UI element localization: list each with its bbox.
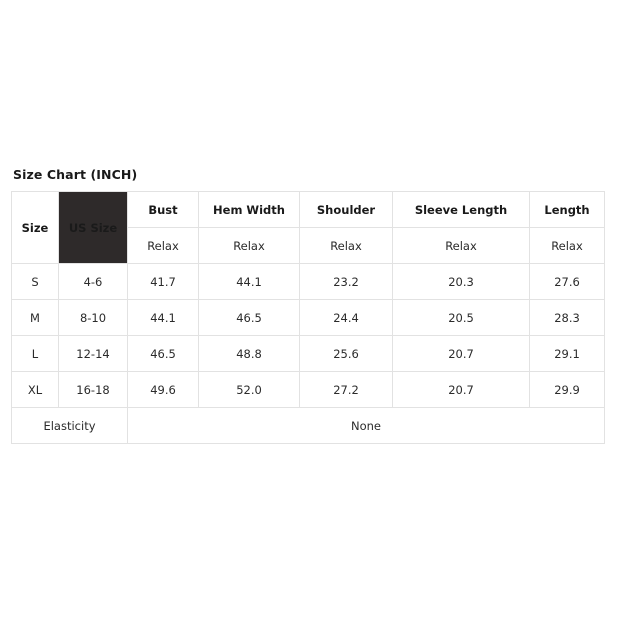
column-header-size: Size (12, 192, 59, 264)
cell-shoulder: 24.4 (300, 300, 393, 336)
column-header-bust: Bust (128, 192, 199, 228)
cell-hem-width: 46.5 (199, 300, 300, 336)
subheader-length-fit: Relax (530, 228, 605, 264)
cell-size: XL (12, 372, 59, 408)
cell-shoulder: 25.6 (300, 336, 393, 372)
table-row (12, 264, 605, 300)
subheader-shoulder-fit: Relax (300, 228, 393, 264)
cell-length: 29.1 (530, 336, 605, 372)
cell-length: 28.3 (530, 300, 605, 336)
cell-length: 29.9 (530, 372, 605, 408)
cell-bust: 46.5 (128, 336, 199, 372)
subheader-bust-fit: Relax (128, 228, 199, 264)
table-footer-row (12, 408, 605, 444)
column-header-us-size: US Size (59, 192, 128, 264)
table-row (12, 336, 605, 372)
subheader-hem-width-fit: Relax (199, 228, 300, 264)
column-header-length: Length (530, 192, 605, 228)
cell-shoulder: 27.2 (300, 372, 393, 408)
table-row (12, 300, 605, 336)
cell-bust: 44.1 (128, 300, 199, 336)
cell-bust: 41.7 (128, 264, 199, 300)
cell-bust: 49.6 (128, 372, 199, 408)
cell-hem-width: 44.1 (199, 264, 300, 300)
cell-size: M (12, 300, 59, 336)
page-title: Size Chart (INCH) (13, 167, 138, 182)
cell-sleeve-length: 20.7 (393, 336, 530, 372)
cell-length: 27.6 (530, 264, 605, 300)
cell-shoulder: 23.2 (300, 264, 393, 300)
cell-sleeve-length: 20.5 (393, 300, 530, 336)
cell-us-size: 12-14 (59, 336, 128, 372)
cell-sleeve-length: 20.3 (393, 264, 530, 300)
elasticity-label: Elasticity (12, 408, 128, 444)
size-chart-table (11, 191, 605, 444)
cell-hem-width: 48.8 (199, 336, 300, 372)
column-header-sleeve-length: Sleeve Length (393, 192, 530, 228)
cell-size: S (12, 264, 59, 300)
cell-us-size: 8-10 (59, 300, 128, 336)
cell-us-size: 16-18 (59, 372, 128, 408)
cell-size: L (12, 336, 59, 372)
size-chart-container (11, 167, 609, 444)
cell-hem-width: 52.0 (199, 372, 300, 408)
elasticity-value: None (128, 408, 605, 444)
table-header-row (12, 192, 605, 228)
cell-sleeve-length: 20.7 (393, 372, 530, 408)
column-header-shoulder: Shoulder (300, 192, 393, 228)
table-row (12, 372, 605, 408)
column-header-hem-width: Hem Width (199, 192, 300, 228)
subheader-sleeve-length-fit: Relax (393, 228, 530, 264)
cell-us-size: 4-6 (59, 264, 128, 300)
